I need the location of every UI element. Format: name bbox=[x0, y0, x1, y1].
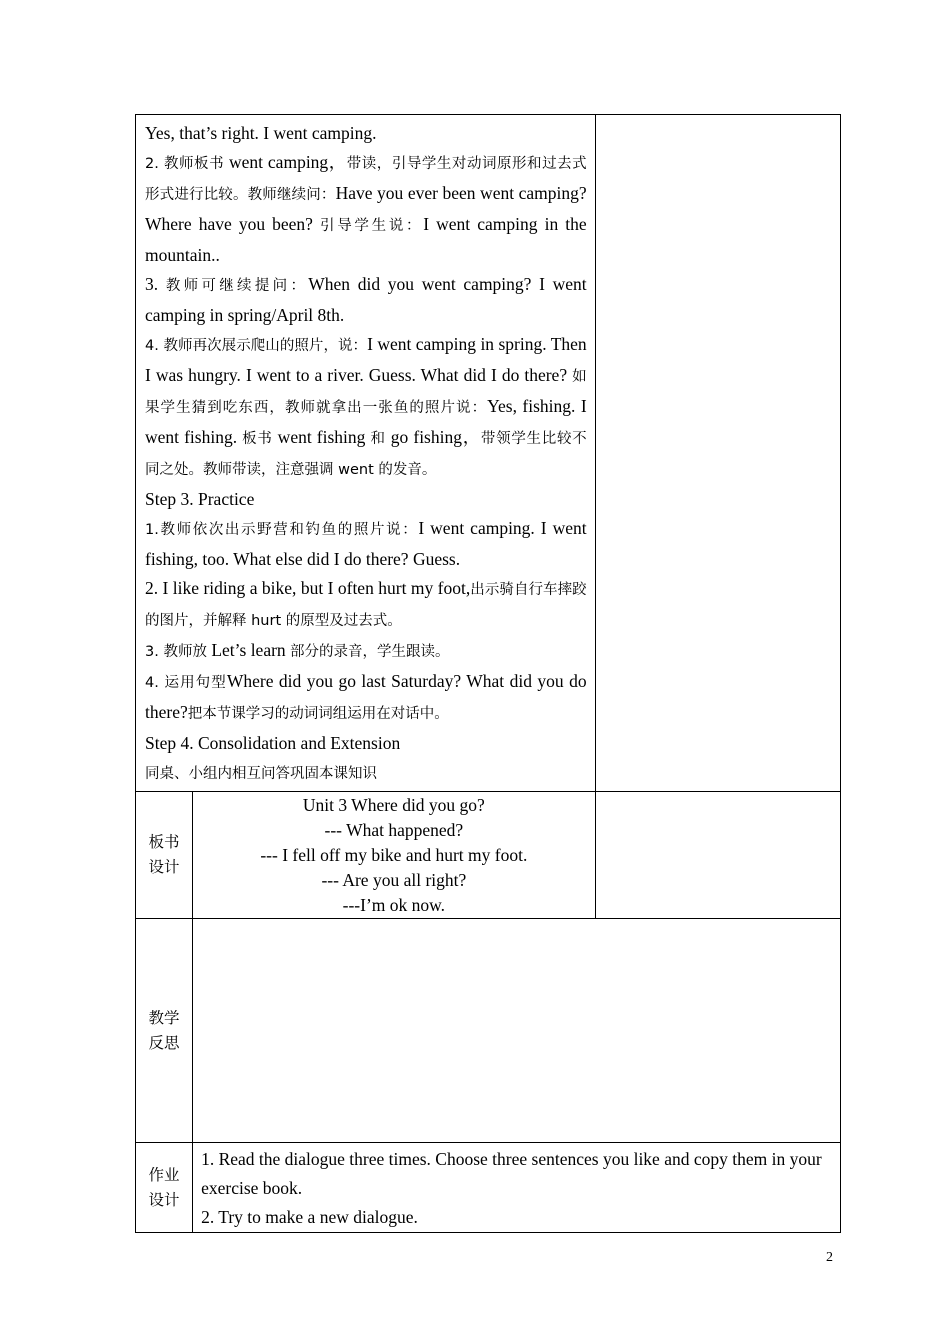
homework-content-cell bbox=[193, 1143, 841, 1233]
board-design-row bbox=[136, 792, 841, 919]
board-line: Unit 3 Where did you go? bbox=[302, 795, 485, 815]
procedure-paragraph bbox=[145, 729, 587, 758]
board-line: --- I fell off my bike and hurt my foot. bbox=[260, 845, 528, 865]
board-design-label bbox=[136, 792, 193, 919]
procedure-text-en: 2. I like riding a bike, but I often hurt my foot, bbox=[145, 578, 471, 598]
procedure-paragraph bbox=[145, 485, 587, 514]
procedure-text-en: went camping， bbox=[224, 152, 347, 172]
procedure-text-en: Yes, fishing. I went fishing. bbox=[145, 396, 587, 447]
procedure-text-en: Step 4. Consolidation and Extension bbox=[145, 733, 401, 753]
homework-item: 1. Read the dialogue three times. Choose three sentences you like and copy them in your exercise book. bbox=[201, 1149, 822, 1198]
board-design-notes-cell bbox=[595, 792, 840, 919]
procedure-text-zh: 2. bbox=[145, 156, 164, 172]
procedure-text-zh: 运用句型 bbox=[164, 675, 227, 691]
procedure-text-en: Step 3. Practice bbox=[145, 489, 255, 509]
procedure-text-zh: 引导学生说： bbox=[320, 218, 424, 234]
procedure-text-zh: 3. bbox=[145, 644, 164, 660]
procedure-text-zh: 教师放 bbox=[163, 644, 207, 660]
procedure-text-en: I went camping. I went fishing, too. What else did I do there? Guess. bbox=[145, 518, 587, 569]
procedure-paragraph bbox=[145, 148, 587, 270]
procedure-text-en: I went camping in spring. Then I was hungry. I went to a river. Guess. What did I do there? bbox=[145, 334, 587, 385]
procedure-text-zh: 教师可继续提问： bbox=[165, 278, 309, 294]
procedure-paragraph bbox=[145, 758, 587, 789]
procedure-paragraph bbox=[145, 514, 587, 574]
page-number: 2 bbox=[826, 1250, 833, 1265]
procedure-text bbox=[136, 115, 595, 791]
procedure-text-zh: 同桌、小组内相互问答巩固本课知识 bbox=[145, 766, 377, 782]
procedure-text-zh: 的原型及过去式。 bbox=[285, 613, 402, 629]
procedure-text-en: Yes, that’s right. I went camping. bbox=[145, 123, 377, 143]
reflection-content-cell bbox=[193, 919, 841, 1143]
procedure-text-zh: 教师再次展示爬山的照片，说： bbox=[163, 338, 368, 354]
procedure-text-zh: 和 bbox=[370, 431, 386, 447]
homework-item: 2. Try to make a new dialogue. bbox=[201, 1207, 418, 1227]
procedure-text-zh: 部分的录音，学生跟读。 bbox=[290, 644, 450, 660]
procedure-paragraph bbox=[145, 636, 587, 667]
procedure-text-en: I went camping in the mountain.. bbox=[145, 214, 587, 265]
reflection-row bbox=[136, 919, 841, 1143]
procedure-text-zh: 教师依次出示野营和钓鱼的照片说： bbox=[158, 522, 419, 538]
procedure-text-zh: hurt bbox=[246, 613, 286, 629]
homework-label-line1: 作业 bbox=[148, 1165, 180, 1184]
board-line: --- What happened? bbox=[324, 820, 464, 840]
procedure-text-zh: 出示骑自行车摔跤的图片，并解释 bbox=[145, 582, 587, 629]
procedure-row bbox=[136, 115, 841, 792]
procedure-cell bbox=[136, 115, 596, 792]
procedure-paragraph bbox=[145, 119, 587, 148]
reflection-label bbox=[136, 919, 193, 1143]
procedure-text-zh: 4. bbox=[145, 338, 164, 354]
procedure-text-zh: 带领学生比较不同之处。教师带读，注意强调 bbox=[145, 431, 587, 478]
board-design-label-line2: 设计 bbox=[148, 858, 180, 876]
homework-row bbox=[136, 1143, 841, 1233]
board-design-content-cell bbox=[193, 792, 596, 919]
homework-label bbox=[136, 1143, 193, 1233]
board-design-label-line1: 板书 bbox=[148, 833, 180, 851]
procedure-text-zh: 4. bbox=[145, 675, 165, 691]
procedure-text-en: 3. bbox=[145, 274, 166, 294]
board-line: --- Are you all right? bbox=[321, 870, 467, 890]
procedure-paragraph bbox=[145, 667, 587, 729]
procedure-paragraph bbox=[145, 270, 587, 330]
procedure-text-en: went fishing bbox=[272, 427, 371, 447]
procedure-text-zh: 带读，引导学生对动词原形和过去式形式进行比较。教师继续问： bbox=[145, 156, 587, 203]
board-line: ---I’m ok now. bbox=[342, 895, 446, 915]
homework-label-line2: 设计 bbox=[148, 1190, 180, 1209]
procedure-paragraph bbox=[145, 574, 587, 636]
procedure-notes-cell bbox=[595, 115, 840, 792]
procedure-text-zh: 如果学生猜到吃东西，教师就拿出一张鱼的照片说： bbox=[145, 369, 587, 416]
procedure-text-zh: 把本节课学习的动词词组运用在对话中。 bbox=[187, 706, 449, 722]
procedure-text-en: go fishing， bbox=[385, 427, 481, 447]
reflection-label-line2: 反思 bbox=[148, 1033, 180, 1052]
homework-content bbox=[193, 1143, 840, 1232]
procedure-text-en: Have you ever been went camping? Where have you been? bbox=[145, 183, 587, 234]
procedure-text-zh: 1. bbox=[145, 522, 159, 538]
procedure-text-en: Let’s learn bbox=[206, 640, 291, 660]
reflection-label-line1: 教学 bbox=[148, 1008, 180, 1027]
procedure-text-zh: 教师板书 bbox=[163, 156, 225, 172]
procedure-text-en: When did you went camping? I went camping in spring/April 8th. bbox=[145, 274, 587, 325]
board-design-content bbox=[193, 792, 595, 918]
procedure-text-zh: went bbox=[333, 462, 379, 478]
procedure-text-zh: 板书 bbox=[242, 431, 273, 447]
lesson-plan-table bbox=[135, 114, 841, 1233]
procedure-text-en: Where did you go last Saturday? What did you do there? bbox=[145, 671, 587, 722]
procedure-paragraph bbox=[145, 330, 587, 485]
procedure-text-zh: 的发音。 bbox=[378, 462, 437, 478]
